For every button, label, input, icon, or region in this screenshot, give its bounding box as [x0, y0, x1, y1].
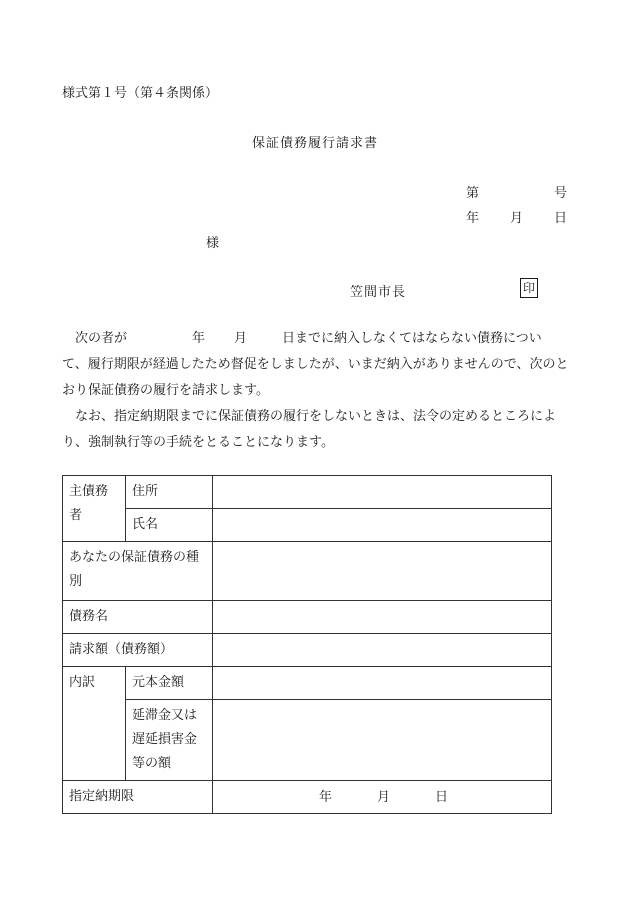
doc-number-prefix: 第: [466, 186, 480, 201]
issuer: 笠間市長: [350, 285, 407, 300]
doc-date-day: 日: [554, 211, 568, 226]
claim-amount-field[interactable]: [213, 634, 552, 667]
body-line1-year: 年: [192, 331, 206, 346]
deadline-label: 指定納期限: [63, 781, 213, 814]
body-line-1: [62, 326, 570, 352]
doc-date-month: 月: [510, 211, 524, 226]
addressee-suffix: 様: [206, 236, 220, 251]
address-label: 住所: [126, 476, 213, 509]
debt-name-field[interactable]: [213, 601, 552, 634]
body-paragraph-2: なお、指定納期限までに保証債務の履行をしないときは、法令の定めるところにより、強制執行等の手続をとることになります。: [62, 409, 557, 450]
form-id: 様式第１号（第４条関係）: [62, 86, 219, 101]
body-line1-a: 次の者が: [75, 331, 128, 346]
name-field[interactable]: [213, 509, 552, 542]
breakdown-label: 内訳: [63, 667, 126, 781]
body-text: [62, 326, 570, 456]
body-line1-month: 月: [234, 331, 248, 346]
doc-date-year: 年: [466, 211, 480, 226]
document-title: 保証債務履行請求書: [251, 136, 378, 151]
deadline-year: 年: [319, 790, 333, 805]
late-charges-field[interactable]: [213, 700, 552, 781]
deadline-field[interactable]: [213, 781, 552, 814]
body-line1-b: 日までに納入しなくてはならない債務につい: [282, 331, 542, 346]
deadline-day: 日: [435, 790, 449, 805]
address-field[interactable]: [213, 476, 552, 509]
principal-field[interactable]: [213, 667, 552, 700]
claim-amount-label: 請求額（債務額）: [63, 634, 213, 667]
name-label: 氏名: [126, 509, 213, 542]
principal-label: 元本金額: [126, 667, 213, 700]
late-charges-label: 延滞金又は遅延損害金等の額: [126, 700, 213, 781]
doc-number-suffix: 号: [554, 186, 568, 201]
seal-mark: 印: [520, 278, 538, 298]
debt-name-label: 債務名: [63, 601, 213, 634]
body-paragraph-1-rest: て、履行期限が経過したため督促をしましたが、いまだ納入がありませんので、次のとおり保証債務の履行を請求します。: [62, 357, 569, 398]
debtor-label: 主債務者: [63, 476, 126, 542]
claim-table: [62, 475, 552, 814]
guarantee-type-label: あなたの保証債務の種別: [63, 542, 213, 601]
guarantee-type-field[interactable]: [213, 542, 552, 601]
deadline-month: 月: [377, 790, 391, 805]
